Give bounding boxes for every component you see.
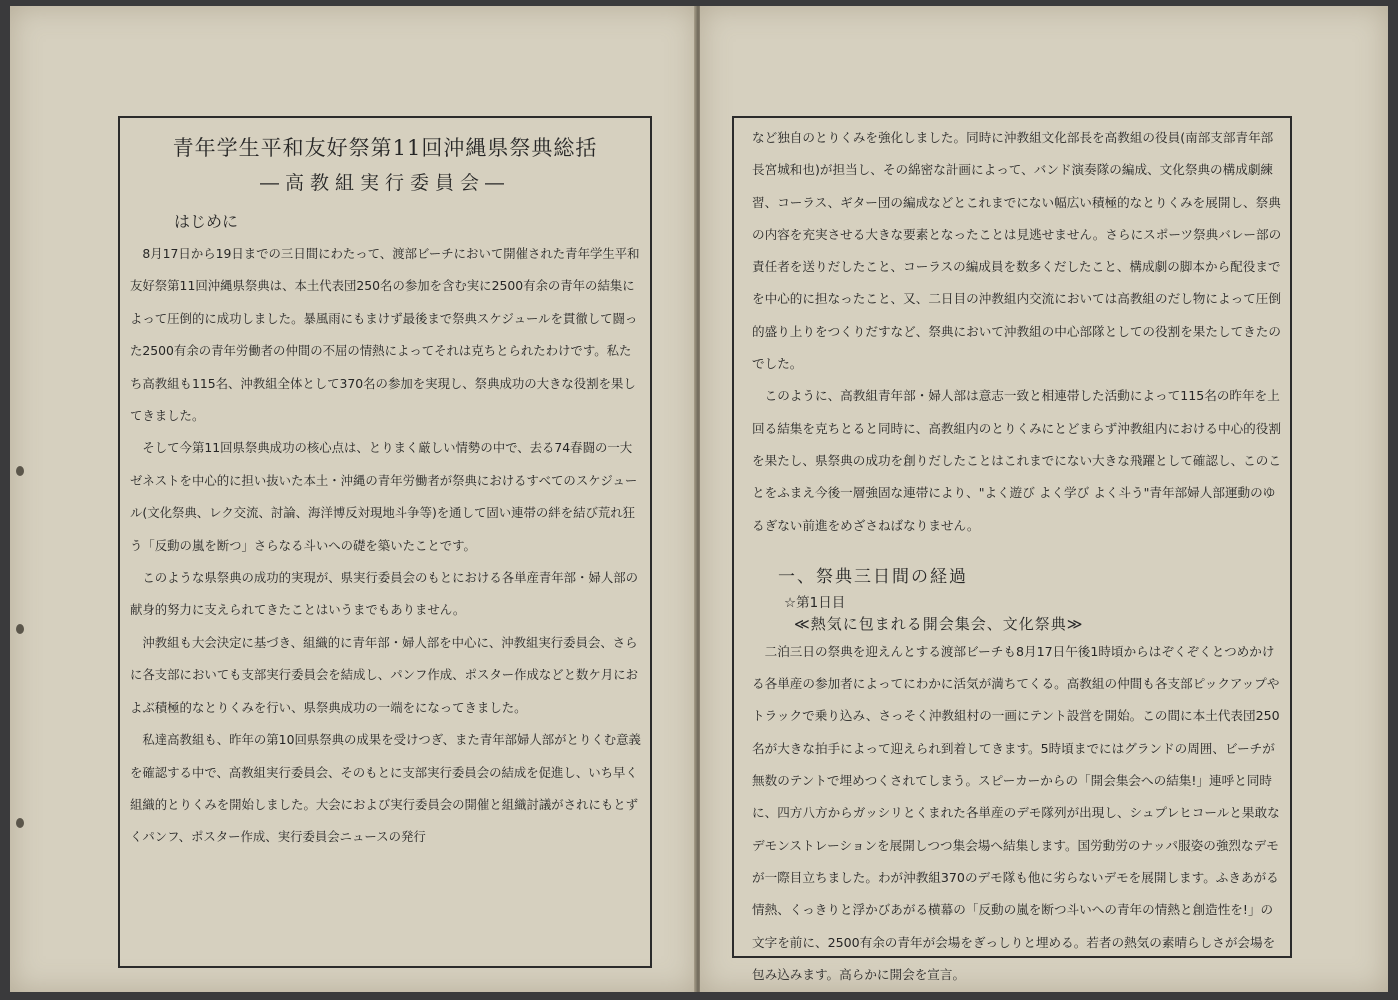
left-page — [10, 6, 697, 992]
body-paragraph: このような県祭典の成功的実現が、県実行委員会のもとにおける各単産青年部・婦人部の献身的努力に支えられてきたことはいうまでもありません。 — [130, 570, 639, 618]
body-paragraph: そして今第11回県祭典成功の核心点は、とりまく厳しい情勢の中で、去る74春闘の一大ゼネストを中心的に担い抜いた本土・沖縄の青年労働者が祭典におけるすべてのスケジュール(文化祭典、レク交流、討論、海洋博反対現地斗争等)を通して固い連帯の絆を結び荒れ狂う「反動の嵐を断つ」さらなる斗いへの礎を築いたことです。 — [130, 440, 638, 553]
intro-heading: はじめに — [174, 212, 239, 231]
body-paragraph: 沖教組も大会決定に基づき、組織的に青年部・婦人部を中心に、沖教組実行委員会、さらに各支部においても支部実行委員会を結成し、パンフ作成、ポスター作成などと数ケ月におよぶ積極的なとりくみを行い、県祭典成功の一端をになってきました。 — [130, 634, 639, 715]
day-label: ☆第1日目 — [784, 594, 846, 611]
binding-hole — [16, 818, 24, 828]
section-heading: 一、祭典三日間の経過 — [778, 566, 968, 587]
document-spread — [10, 6, 1388, 992]
body-paragraph: 私達高教組も、昨年の第10回県祭典の成果を受けつぎ、また青年部婦人部がとりくむ意義を確認する中で、高教組実行委員会、そのもとに支部実行委員会の結成を促進し、いち早く組織的とりくみを開始しました。大会におよび実行委員会の開催と組織討議がされにもとずくパンフ、ポスター作成、実行委員会ニュースの発行 — [130, 732, 641, 845]
document-subtitle: ―高教組実行委員会― — [259, 172, 510, 194]
subsection-heading: ≪熱気に包まれる開会集会、文化祭典≫ — [794, 614, 1084, 633]
right-text-frame — [732, 116, 1292, 982]
body-paragraph: 8月17日から19日までの三日間にわたって、渡部ビーチにおいて開催された青年学生平和友好祭第11回沖縄県祭典は、本土代表団250名の参加を含む実に2500有余の青年の結集によって圧倒的に成功しました。暴風雨にもまけず最後まで祭典スケジュールを貫徹して闘った2500有余の青年労働者の仲間の不屈の情熱によってそれは克ちとられたわけです。私たち高教組も115名、沖教組全体として370名の参加を実現し、祭典成功の大きな役割を果してきました。 — [130, 246, 640, 424]
left-text-frame — [118, 116, 652, 968]
binding-hole — [16, 624, 24, 634]
body-paragraph: このように、高教組青年部・婦人部は意志一致と相連帯した活動によって115名の昨年を上回る結集を克ちとると同時に、高教組内のとりくみにとどまらず沖教組内における中心的役割を果たし、県祭典の成功を創りだしたことはこれまでにない大きな飛躍として確認し、このことをふまえ今後一層強固な連帯により、"よく遊び よく学び よく斗う"青年部婦人部運動のゆるぎない前進をめざさねばなりません。 — [752, 388, 1281, 533]
body-paragraph: 二泊三日の祭典を迎えんとする渡部ビーチも8月17日午後1時頃からはぞくぞくとつめかける各単産の参加者によってにわかに活気が満ちてくる。高教組の仲間も各支部ピックアップやトラックで乗り込み、さっそく沖教組村の一画にテント設営を開始。この間に本土代表団250名が大きな拍手によって迎えられ到着してきます。5時頃までにはグランドの周囲、ビーチが無数のテントで埋めつくされてしまう。スピーカーからの「開会集会への結集!」連呼と同時に、四方八方からガッシリとくまれた各単産のデモ隊列が出現し、シュプレヒコールと果敢なデモンストレーションを展開しつつ集会場へ結集します。国労動労のナッパ服姿の強烈なデモが一際目立ちました。わが沖教組370のデモ隊も他に劣らないデモを展開します。ふきあがる情熱、くっきりと浮かびあがる横幕の「反動の嵐を断つ斗いへの青年の情熱と創造性を!」の文字を前に、2500有余の青年が会場をぎっしりと埋める。若者の熱気の素晴らしさが会場を包み込みます。高らかに開会を宣言。 — [752, 643, 1280, 982]
right-page — [700, 6, 1388, 992]
binding-hole — [16, 466, 24, 476]
body-paragraph: など独自のとりくみを強化しました。同時に沖教組文化部長を高教組の役員(南部支部青年部長宮城和也)が担当し、その綿密な計画によって、バンド演奏隊の編成、文化祭典の構成劇練習、コーラス、ギター団の編成などとこれまでにない幅広い積極的なとりくみを展開し、祭典の内容を充実させる大きな要素となったことは見逃せません。さらにスポーツ祭典バレー部の責任者を送りだしたこと、コーラスの編成員を数多くだしたこと、構成劇の脚本から配役までを中心的に担なったこと、又、二日目の沖教組内交流においては高教組のだし物によって圧倒的盛り上りをつくりだすなど、祭典において沖教組の中心部隊としての役割を果たしてきたのでした。 — [752, 130, 1282, 372]
document-title: 青年学生平和友好祭第11回沖縄県祭典総括 — [172, 136, 598, 160]
